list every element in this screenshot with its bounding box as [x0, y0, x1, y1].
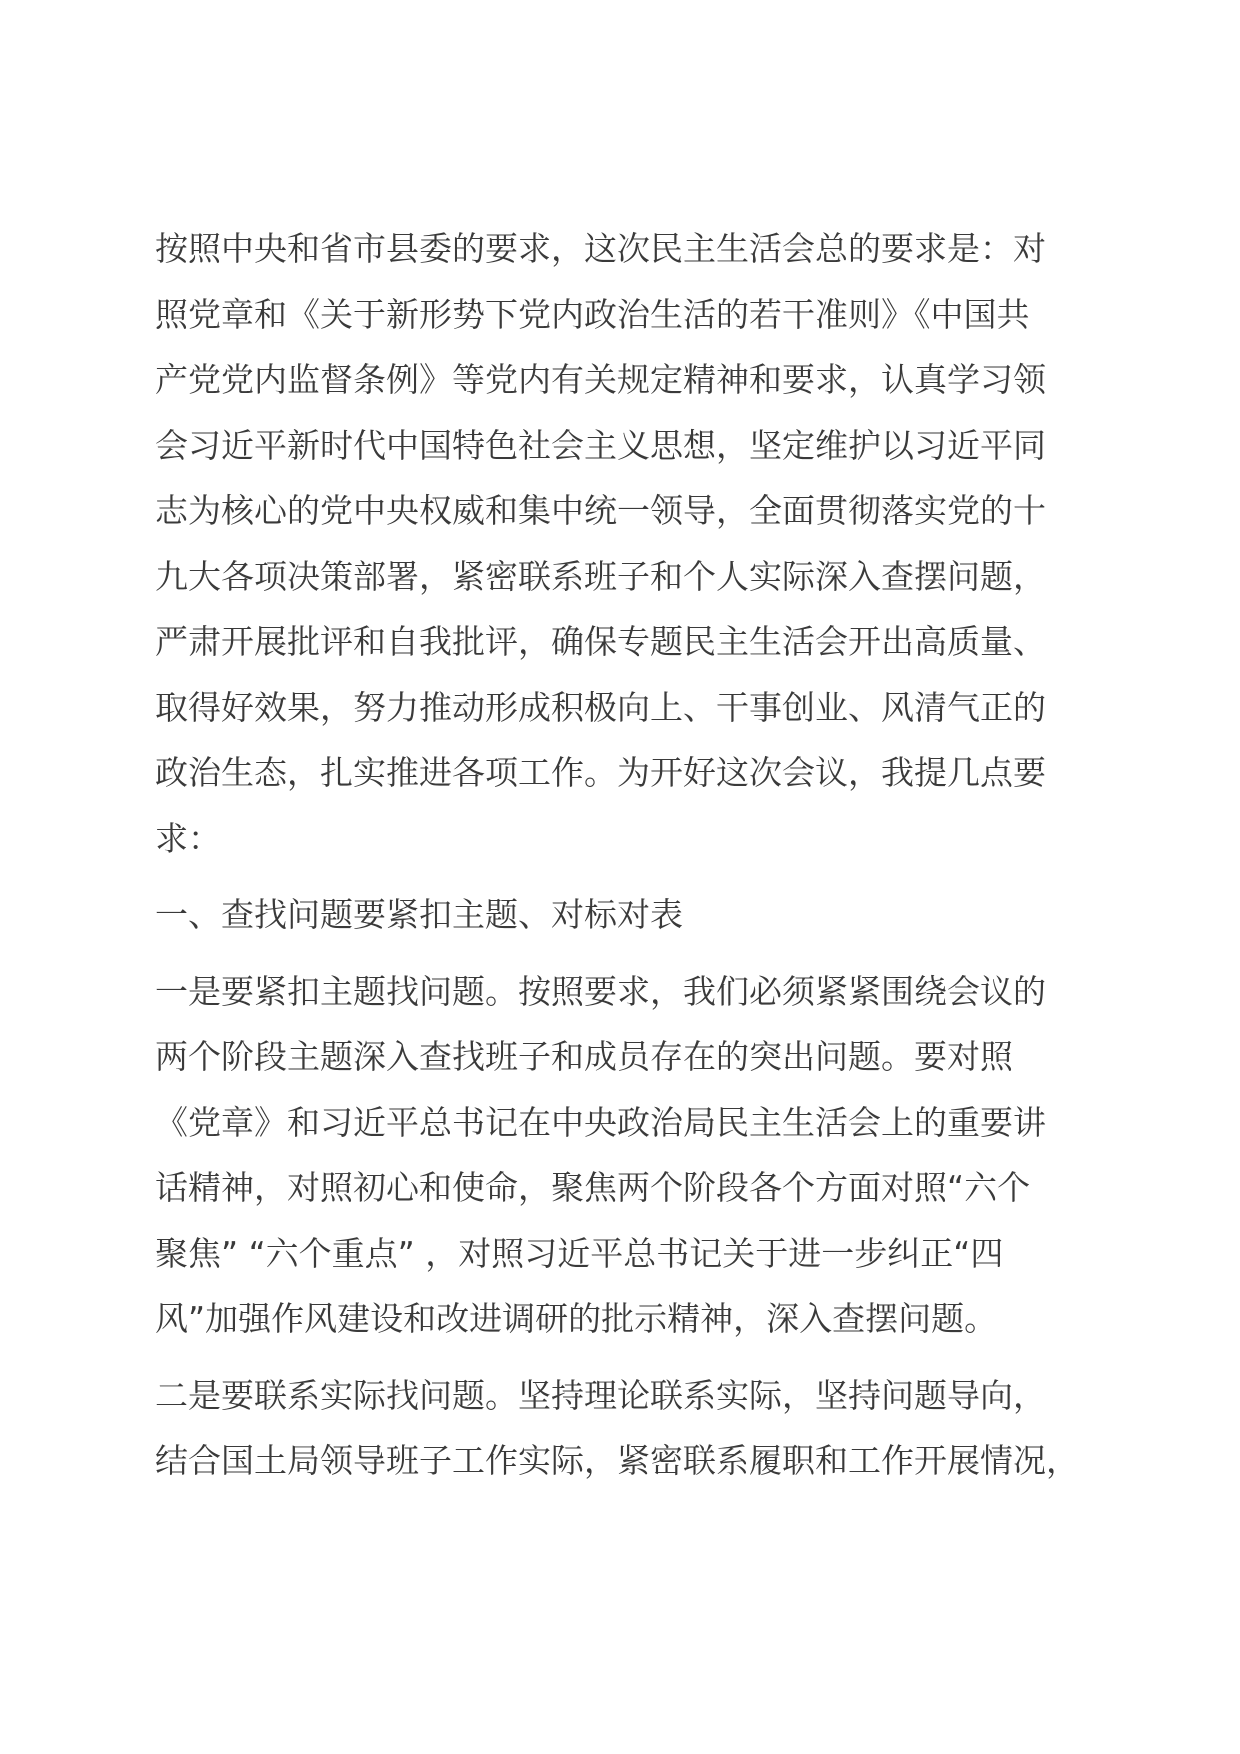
text-line: 志为核心的党中央权威和集中统一领导，全面贯彻落实党的十	[155, 491, 1046, 530]
text-line: 《党章》和习近平总书记在中央政治局民主生活会上的重要讲	[155, 1102, 1046, 1142]
text-line: 两个阶段主题深入查找班子和成员存在的突出问题。要对照	[155, 1037, 1013, 1076]
text-line: 政治生态，扎实推进各项工作。为开好这次会议，我提几点要	[155, 753, 1046, 792]
paragraph-gap	[155, 948, 1085, 959]
text-line: 话精神，对照初心和使命，聚焦两个阶段各个方面对照“六个	[155, 1168, 1031, 1207]
paragraph-intro	[155, 216, 1085, 871]
text-line: 九大各项决策部署，紧密联系班子和个人实际深入查摆问题，	[155, 556, 1046, 596]
paragraph-gap	[155, 1352, 1085, 1363]
paragraph-gap	[155, 871, 1085, 882]
heading-line: 一、查找问题要紧扣主题、对标对表	[155, 895, 683, 934]
text-line: 按照中央和省市县委的要求，这次民主生活会总的要求是：对	[155, 229, 1046, 268]
text-line: 产党党内监督条例》等党内有关规定精神和要求，认真学习领	[155, 360, 1046, 399]
text-line: 会习近平新时代中国特色社会主义思想，坚定维护以习近平同	[155, 425, 1046, 465]
document-body	[155, 216, 1085, 1494]
paragraph-point-two	[155, 1363, 1085, 1494]
text-line: 一是要紧扣主题找问题。按照要求，我们必须紧紧围绕会议的	[155, 971, 1046, 1011]
text-line: 二是要联系实际找问题。坚持理论联系实际，坚持问题导向，	[155, 1375, 1046, 1415]
paragraph-point-one	[155, 959, 1085, 1352]
text-line: 照党章和《关于新形势下党内政治生活的若干准则》《中国共	[155, 294, 1030, 334]
text-line: 严肃开展批评和自我批评，确保专题民主生活会开出高质量、	[155, 622, 1046, 661]
section-heading	[155, 882, 1085, 948]
text-line: 风”加强作风建设和改进调研的批示精神，深入查摆问题。	[155, 1299, 998, 1338]
text-line: 取得好效果，努力推动形成积极向上、干事创业、风清气正的	[155, 687, 1046, 727]
text-line: 聚焦” “六个重点” ，对照习近平总书记关于进一步纠正“四	[155, 1233, 1004, 1273]
text-line: 求：	[155, 818, 221, 858]
text-line: 结合国土局领导班子工作实际，紧密联系履职和工作开展情况，	[155, 1441, 1079, 1480]
